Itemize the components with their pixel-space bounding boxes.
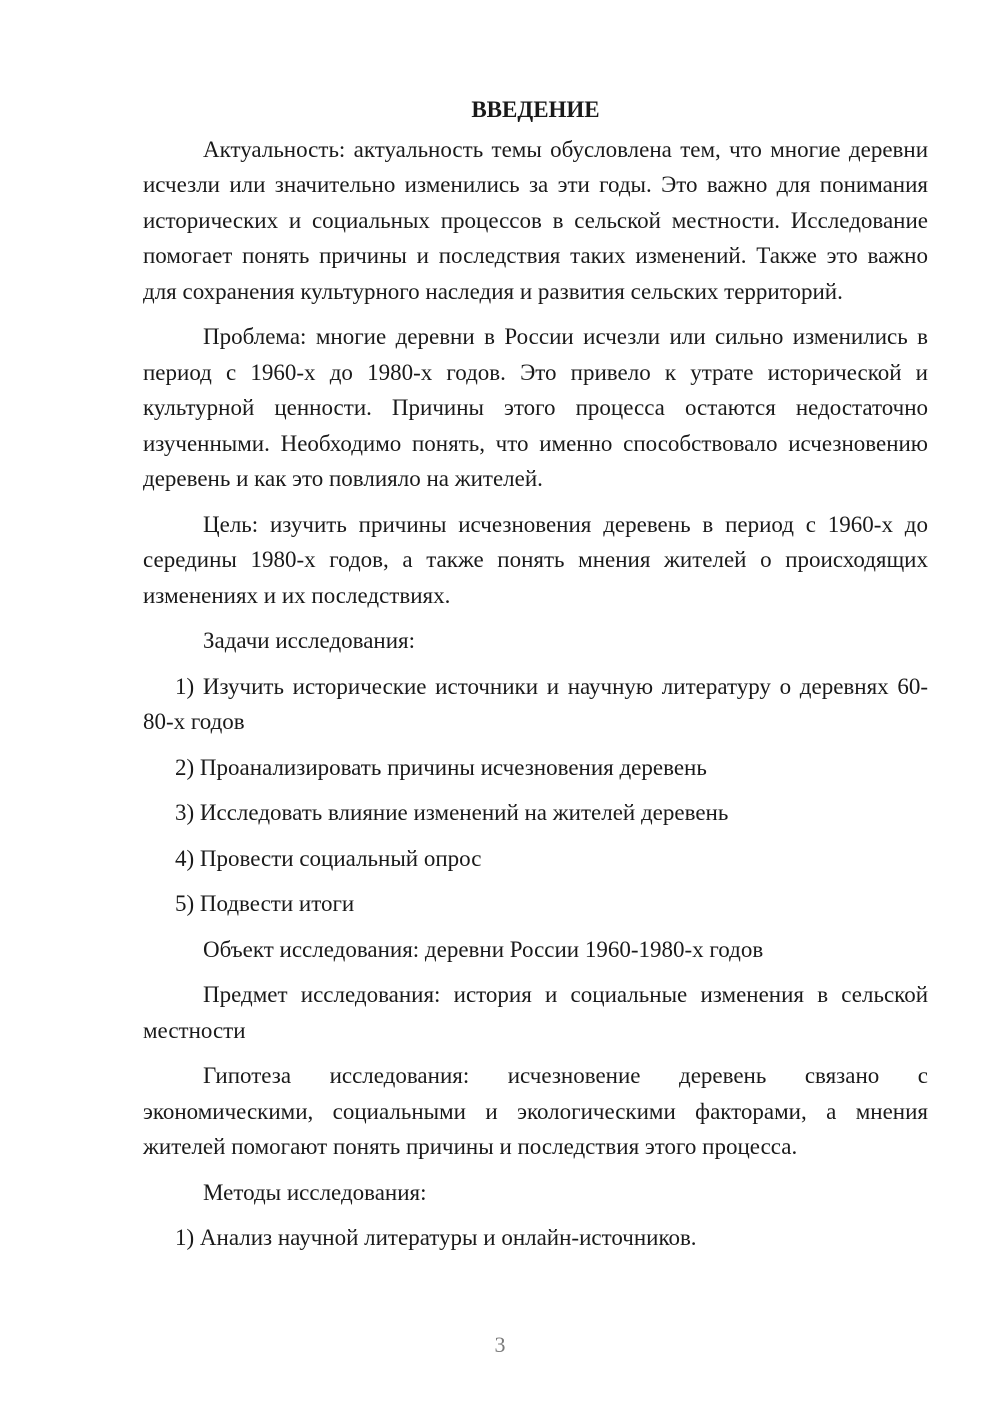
task-item-3: 3) Исследовать влияние изменений на жителей деревень (175, 800, 729, 825)
task-item-4: 4) Провести социальный опрос (175, 845, 482, 871)
method-item-1: 1) Анализ научной литературы и онлайн-источников. (175, 1225, 697, 1250)
hypothesis-paragraph: Гипотеза исследования: исчезновение деревень связано с экономическими, социальными и экологическими факторами, а мнения жителей помогают понять причины и последствия этого процесса. (143, 1063, 928, 1159)
methods-heading: Методы исследования: (203, 1179, 427, 1205)
subject-paragraph: Предмет исследования: история и социальные изменения в сельской местности (143, 982, 928, 1043)
task-item-2: 2) Проанализировать причины исчезновения деревень (175, 754, 707, 780)
tasks-heading: Задачи исследования: (203, 628, 416, 653)
goal-paragraph: Цель: изучить причины исчезновения деревень в период с 1960-х до середины 1980-х годов, а также понять мнения жителей о происходящих изменениях и их последствиях. (143, 511, 928, 608)
document-page (143, 92, 928, 1266)
actuality-paragraph: Актуальность: актуальность темы обусловлена тем, что многие деревни исчезли или значительно изменились за эти годы. Это важно для понимания исторических и социальных процессов в сельской местности. Исследование помогает понять причины и последствия таких изменений. Также это важно для сохранения культурного наследия и развития сельских территорий. (143, 136, 928, 304)
object-line: Объект исследования: деревни России 1960-1980-х годов (203, 936, 764, 962)
problem-paragraph: Проблема: многие деревни в России исчезли или сильно изменились в период с 1960-х до 1980-х годов. Это привело к утрате исторической и культурной ценности. Причины этого процесса остаются недостаточно изученными. Необходимо понять, что именно способствовало исчезновению деревень и как это повлияло на жителей. (143, 324, 928, 491)
section-title: ВВЕДЕНИЕ (471, 97, 600, 122)
page-number: 3 (494, 1332, 506, 1357)
task-item-1: 1) Изучить исторические источники и научную литературу о деревнях 60-80-х годов (143, 673, 928, 734)
task-item-5: 5) Подвести итоги (175, 891, 355, 916)
